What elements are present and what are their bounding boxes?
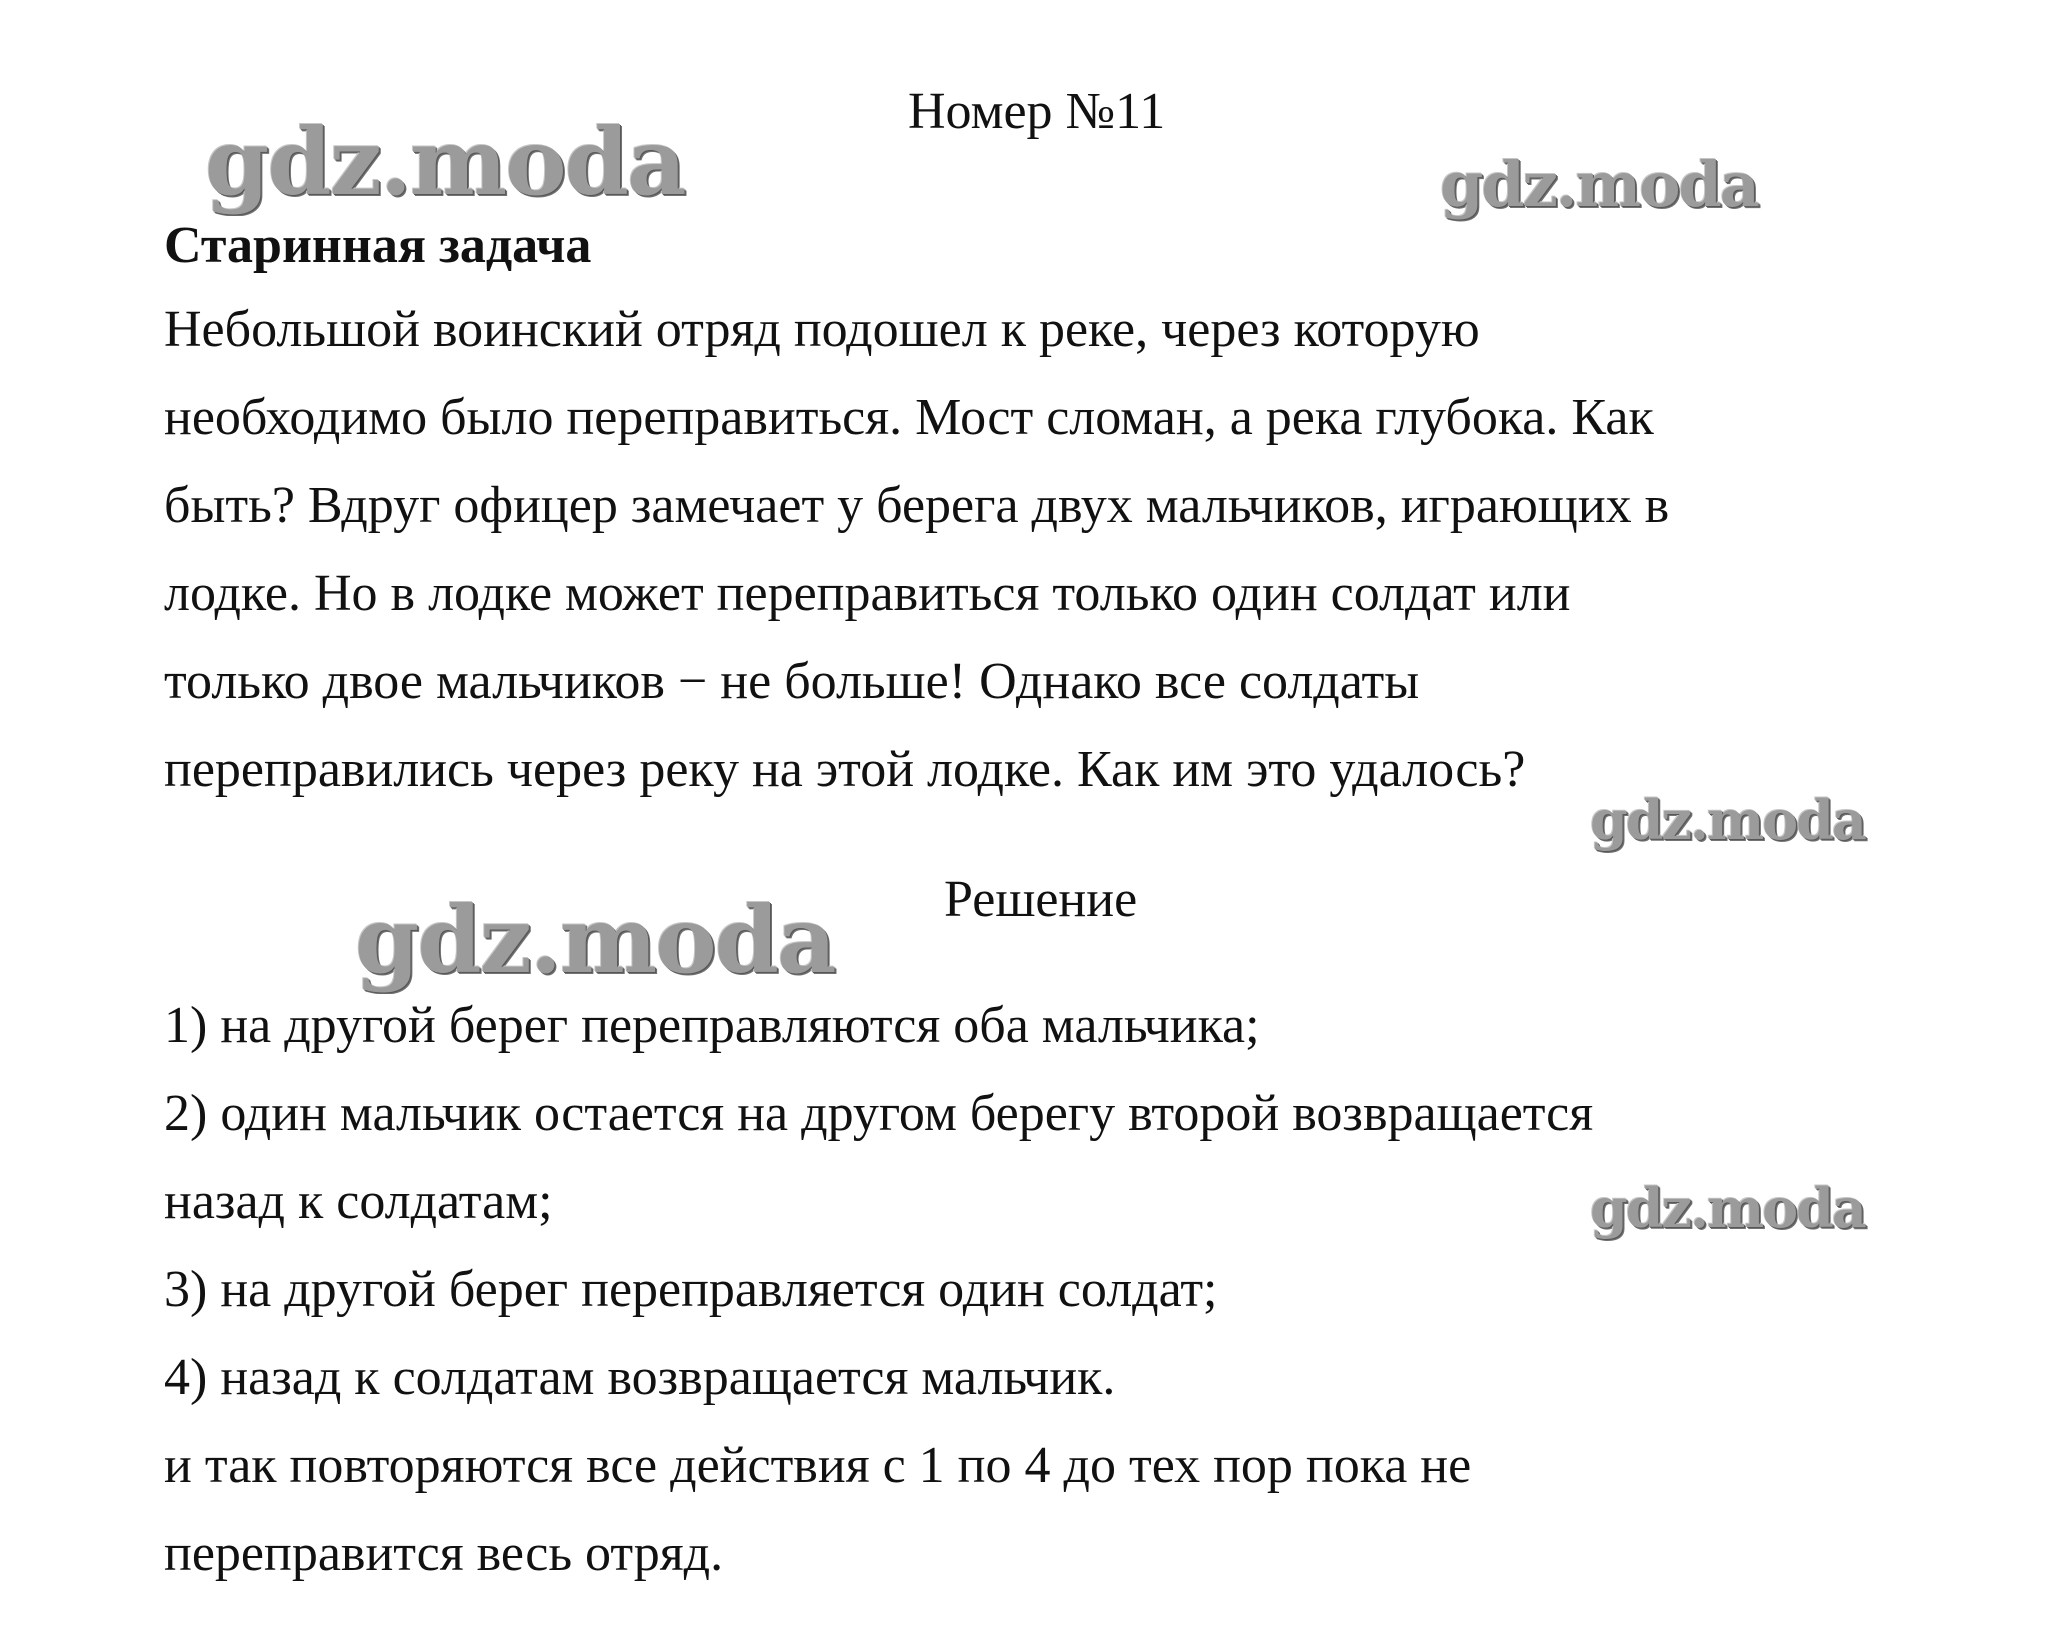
watermark-logo: gdz.moda xyxy=(1590,1176,1865,1240)
watermark-logo: gdz.moda xyxy=(1440,148,1758,221)
task-text-line: быть? Вдруг офицер замечает у берега двух мальчиков, играющих в xyxy=(164,477,1670,534)
solution-text-line: 4) назад к солдатам возвращается мальчик. xyxy=(164,1349,1116,1406)
solution-text-line: назад к солдатам; xyxy=(164,1173,553,1230)
task-text-line: только двое мальчиков − не больше! Однако все солдаты xyxy=(164,653,1420,710)
watermark-logo: gdz.moda xyxy=(355,886,835,994)
solution-text-line: 1) на другой берег переправляются оба мальчика; xyxy=(164,997,1260,1054)
task-text-line: лодке. Но в лодке может переправиться только один солдат или xyxy=(164,565,1571,622)
solution-text-line: переправится весь отряд. xyxy=(164,1525,724,1582)
solution-text-line: и так повторяются все действия с 1 по 4 до тех пор пока не xyxy=(164,1437,1472,1494)
solution-text-line: 3) на другой берег переправляется один солдат; xyxy=(164,1261,1218,1318)
watermark-logo: gdz.moda xyxy=(1590,788,1865,852)
solution-text-line: 2) один мальчик остается на другом берегу второй возвращается xyxy=(164,1085,1594,1142)
exercise-number-title: Номер №11 xyxy=(908,83,1166,140)
task-text-line: Небольшой воинский отряд подошел к реке, через которую xyxy=(164,301,1480,358)
task-text-line: необходимо было переправиться. Мост сломан, а река глубока. Как xyxy=(164,389,1654,446)
task-text-line: переправились через реку на этой лодке. Как им это удалось? xyxy=(164,741,1526,798)
watermark-logo: gdz.moda xyxy=(205,108,685,216)
solution-title: Решение xyxy=(944,871,1138,928)
task-title: Старинная задача xyxy=(164,217,592,274)
